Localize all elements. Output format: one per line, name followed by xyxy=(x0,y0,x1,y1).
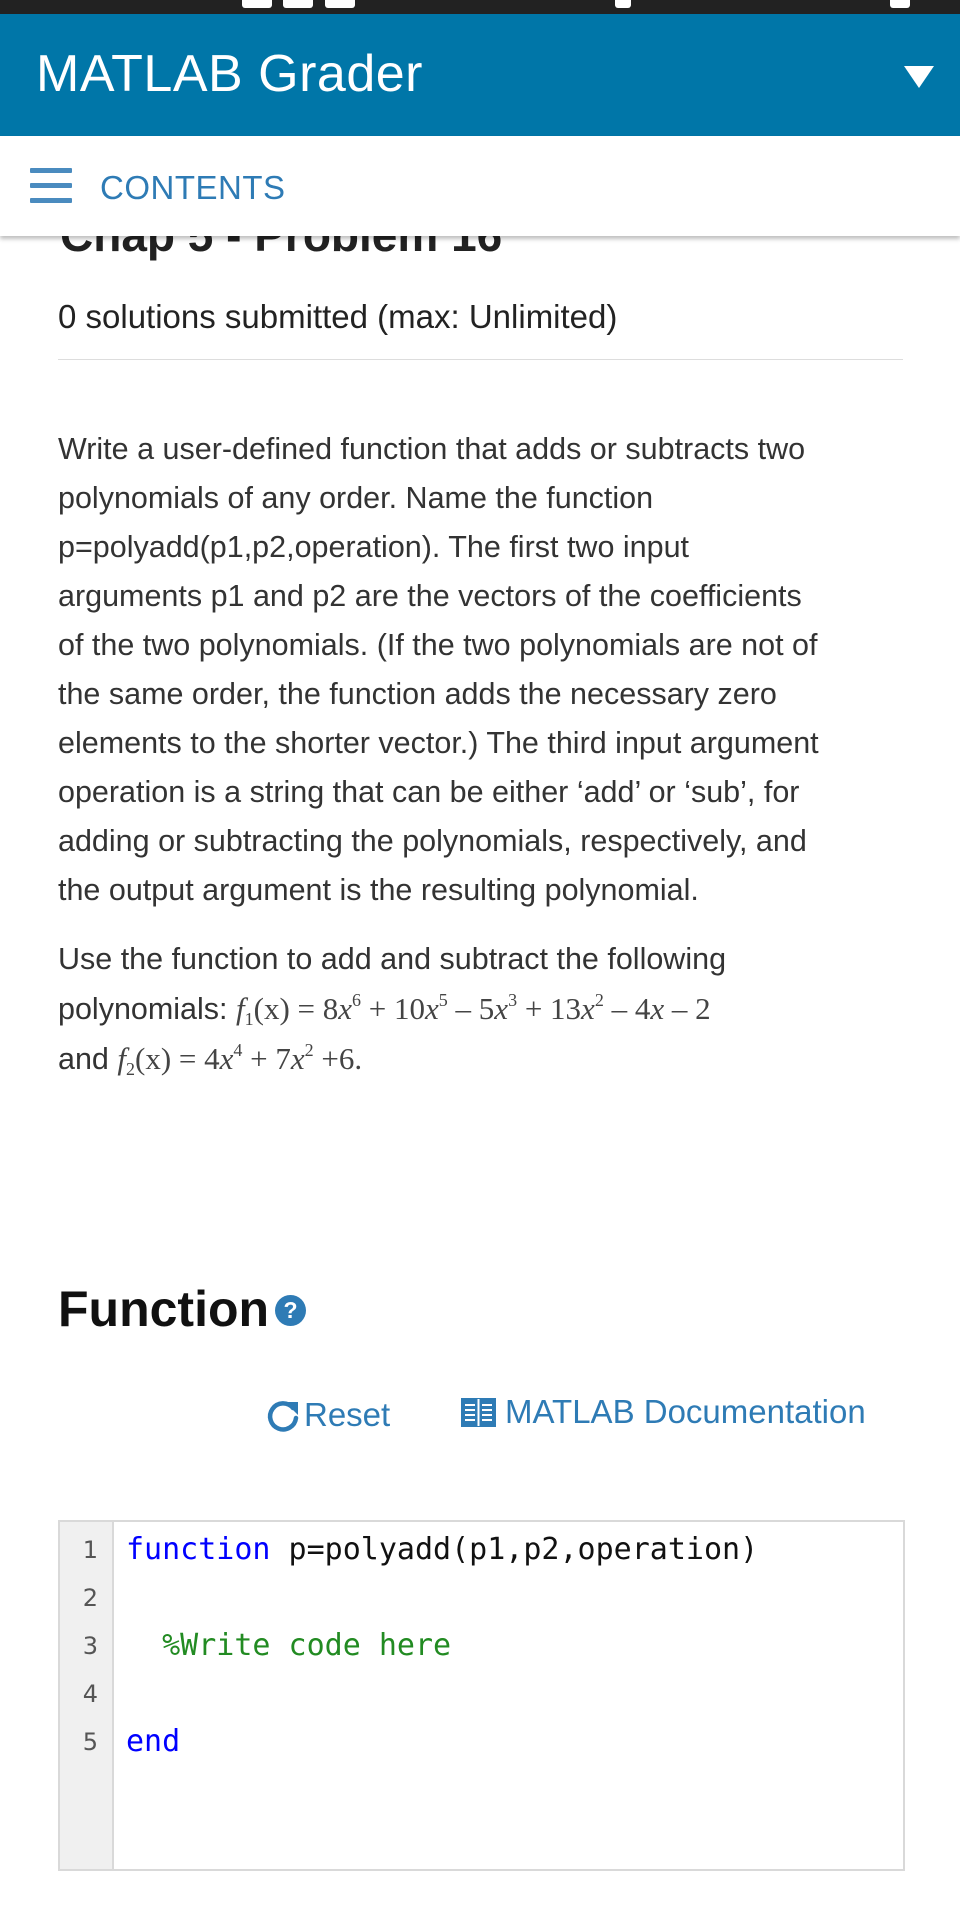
keyword: function xyxy=(126,1532,271,1567)
section-heading-function: Function xyxy=(58,1281,270,1337)
problem-paragraph-equations: Use the function to add and subtract the following polynomials: $f_1(x) = 8x^6 + 10x^5 - 5x^3 + 13x^2 - 4x - 2$ and $f_2(x) = 4x^4 + 7x^2 +6$. xyxy=(58,942,727,1079)
line-number: 3 xyxy=(82,1632,98,1660)
line-number: 2 xyxy=(82,1584,98,1612)
code-editor[interactable] xyxy=(58,1520,905,1871)
refresh-icon xyxy=(265,1398,301,1434)
documentation-label: MATLAB Documentation xyxy=(505,1393,866,1430)
code-text[interactable]: function p=polyadd(p1,p2,operation) xyxy=(126,1532,759,1567)
contents-bar xyxy=(0,136,960,236)
problem-paragraph: Write a user-defined function that adds or subtracts two polynomials of any order. Name the function p=polyadd(p1,p2,operation). The first two input arguments p1 and p2 are the vectors of the coefficients of the two polynomials. (If the two polynomials are not of the same order, the function adds the necessary zero elements to the shorter vector.) The third input argument operation is a string that can be either ‘add’ or ‘sub’, for adding or subtracting the polynomials, respectively, and the output argument is the resulting polynomial. xyxy=(58,432,819,907)
formula-f1: $f_1(x) = 8x^6 + 10x^5 - 5x^3 + 13x^2 - 4x - 2$ xyxy=(236,990,711,1029)
app-title: MATLAB Grader xyxy=(36,45,423,103)
divider xyxy=(58,359,903,360)
line-number: 5 xyxy=(82,1728,98,1756)
app-header xyxy=(0,14,960,136)
book-icon xyxy=(460,1397,497,1428)
code-text[interactable] xyxy=(126,1622,451,1670)
line-number: 1 xyxy=(82,1536,98,1564)
status-icon xyxy=(615,0,631,8)
keyword: end xyxy=(126,1724,181,1759)
line-number: 4 xyxy=(82,1680,98,1708)
status-icon xyxy=(283,0,313,8)
comment: %Write code here xyxy=(162,1628,452,1663)
formula-f2: $f_2(x) = 4x^4 + 7x^2 +6$. xyxy=(117,1040,363,1079)
reset-label: Reset xyxy=(304,1396,391,1433)
hamburger-icon[interactable] xyxy=(30,168,72,204)
battery-icon xyxy=(890,0,910,8)
caret-down-icon[interactable] xyxy=(904,66,934,88)
problem-description xyxy=(58,425,828,1104)
status-icon xyxy=(242,0,272,8)
matlab-documentation-link[interactable] xyxy=(460,1393,866,1431)
help-icon[interactable]: ? xyxy=(275,1295,306,1326)
code-text[interactable] xyxy=(126,1718,180,1766)
contents-link[interactable]: CONTENTS xyxy=(100,169,286,206)
reset-button[interactable] xyxy=(265,1396,390,1434)
submission-count: 0 solutions submitted (max: Unlimited) xyxy=(58,298,618,335)
status-bar xyxy=(0,0,960,14)
status-icon xyxy=(325,0,355,8)
